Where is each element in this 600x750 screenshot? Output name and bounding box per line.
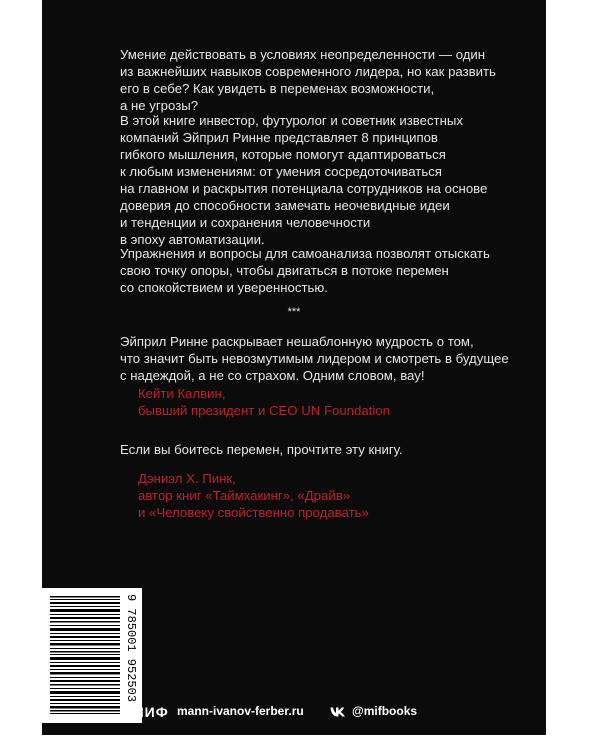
barcode-bars [50, 596, 120, 714]
blurb-paragraph-2: В этой книге инвестор, футуролог и советник известных компаний Эйприл Ринне представляет 8 принципов гибкого мышления, которые помогут адаптироваться к любым изменениям: от умения сосредоточиваться на главном и раскрытия потенциала сотрудников на основе доверия до способности замечать неочевидные идеи и тенденции и сохранения человечности в эпоху автоматизации. [120, 113, 488, 247]
quote-1: Эйприл Ринне раскрывает нешаблонную мудрость о том, что значит быть невозмутимым лидером и смотреть в будущее с надеждой, а не со страхом. Одним словом, вау! [120, 334, 509, 383]
quote-2: Если вы боитесь перемен, прочтите эту книгу. [120, 442, 403, 457]
blurb-paragraph-3: Упражнения и вопросы для самоанализа позволят отыскать свою точку опоры, чтобы двигаться в потоке перемен со спокойствием и уверенностью. [120, 246, 490, 295]
website-link[interactable]: mann-ivanov-ferber.ru [177, 704, 304, 718]
vk-icon [330, 707, 346, 717]
isbn-number [124, 592, 138, 718]
back-cover [42, 0, 546, 735]
svg-text:9 785001 952503: 9 785001 952503 [124, 594, 138, 703]
barcode [42, 588, 142, 723]
quote-1-author: Кейти Калвин, бывший президент и CEO UN Foundation [138, 386, 390, 418]
publisher-logo: МИФ [132, 704, 169, 720]
separator: *** [287, 306, 301, 318]
blurb-paragraph-1: Умение действовать в условиях неопределенности — один из важнейших навыков современного лидера, но как развить его в себе? Как увидеть в переменах возможности, а не угрозы? [120, 47, 496, 113]
social-handle[interactable]: @mifbooks [352, 704, 418, 718]
quote-2-author: Дэниэл Х. Пинк, автор книг «Таймхакинг», «Драйв» и «Человеку свойственно продавать» [138, 471, 369, 520]
